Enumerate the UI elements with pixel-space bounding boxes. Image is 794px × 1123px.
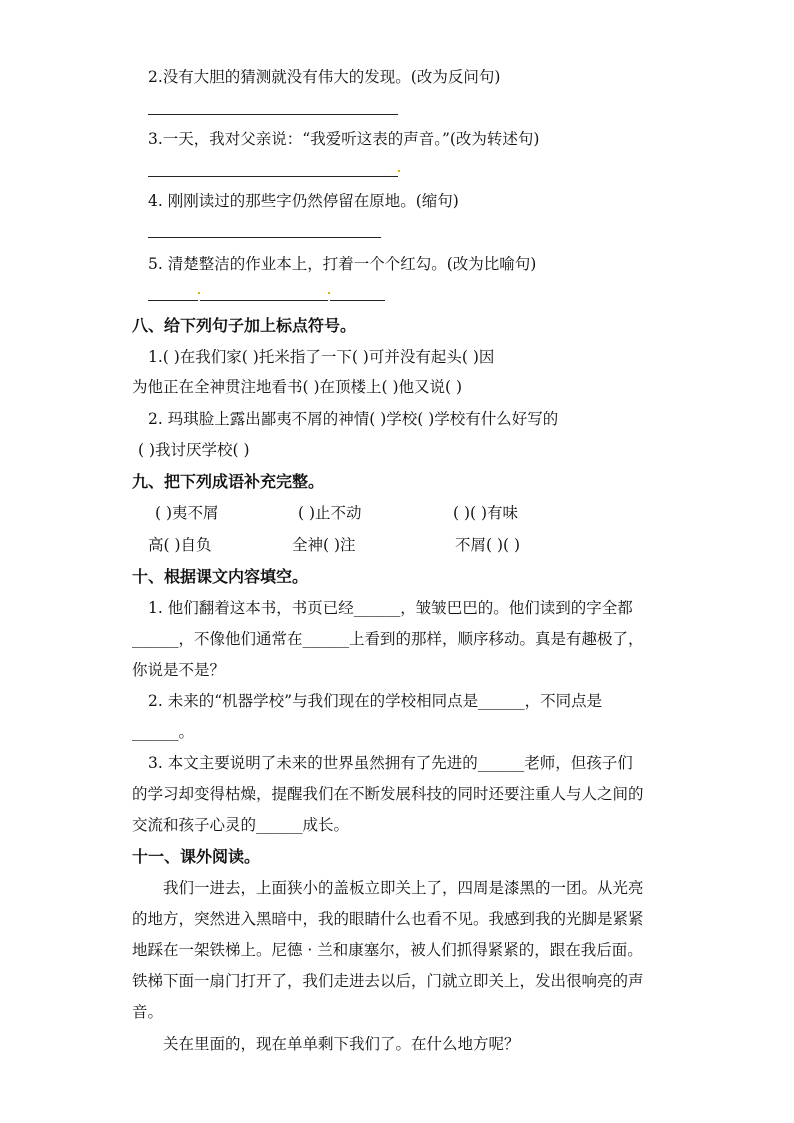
q10-line: 2. 未来的“机器学校”与我们现在的学校相同点是______，不同点是	[148, 692, 603, 710]
reading-paragraph-line: 关在里面的，现在单单剩下我们了。在什么地方呢？	[163, 1035, 520, 1053]
section-10-heading: 十、根据课文内容填空。	[132, 567, 309, 586]
section-9-heading: 九、把下列成语补充完整。	[132, 472, 325, 491]
q10-line: 的学习却变得枯燥，提醒我们在不断发展科技的同时还要注重人与人之间的	[132, 785, 644, 803]
q10-line: ______。	[132, 723, 195, 741]
answer-line[interactable]	[148, 300, 198, 301]
q7-item-2: 2.没有大胆的猜测就没有伟大的发现。(改为反问句)	[148, 68, 501, 86]
q8-line-3: 2. 玛琪脸上露出鄙夷不屑的神情( )学校( )学校有什么好写的	[148, 410, 559, 428]
q10-line: 你说是不是？	[132, 661, 226, 679]
q8-line-4: ( )我讨厌学校( )	[138, 441, 250, 459]
answer-line[interactable]	[200, 300, 328, 301]
reading-paragraph-line: 地踩在一架铁梯上。尼德 · 兰和康塞尔，被人们抓得紧紧的，跟在我后面。	[132, 941, 643, 959]
reading-paragraph-line: 我们一进去，上面狭小的盖板立即关上了，四周是漆黑的一团。从光亮	[163, 879, 644, 897]
stray-dot	[198, 292, 200, 294]
reading-paragraph-line: 铁梯下面一扇门打开了，我们走进去以后，门就立即关上，发出很响亮的声	[132, 972, 644, 990]
idiom-blank: 不屑( )( )	[455, 536, 521, 554]
reading-paragraph-line: 音。	[132, 1003, 164, 1021]
stray-dot	[328, 292, 330, 294]
q7-item-3: 3.一天，我对父亲说：“我爱听这表的声音。”(改为转述句)	[148, 130, 540, 148]
answer-line[interactable]	[148, 114, 398, 115]
answer-line[interactable]	[148, 237, 381, 238]
stray-dot	[398, 170, 400, 172]
q10-line: ______，不像他们通常在______上看到的那样，顺序移动。真是有趣极了，	[132, 630, 644, 648]
q10-line: 1. 他们翻着这本书，书页已经______，皱皱巴巴的。他们读到的字全都	[148, 599, 633, 617]
q7-item-5: 5. 清楚整洁的作业本上，打着一个个红勾。(改为比喻句)	[148, 255, 537, 273]
q8-line-1: 1.( )在我们家( )托米指了一下( )可并没有起头( )因	[148, 348, 495, 366]
idiom-blank: ( )夷不屑	[155, 504, 219, 522]
section-8-heading: 八、给下列句子加上标点符号。	[132, 316, 357, 335]
q7-item-4: 4. 刚刚读过的那些字仍然停留在原地。(缩句)	[148, 192, 459, 210]
answer-line[interactable]	[148, 176, 398, 177]
q8-line-2: 为他正在全神贯注地看书( )在顶楼上( )他又说( )	[132, 378, 463, 396]
idiom-blank: 高( )自负	[148, 536, 212, 554]
idiom-blank: ( )( )有味	[453, 504, 519, 522]
idiom-blank: 全神( )注	[292, 536, 356, 554]
reading-paragraph-line: 的地方，突然进入黑暗中，我的眼睛什么也看不见。我感到我的光脚是紧紧	[132, 910, 644, 928]
idiom-blank: ( )止不动	[298, 504, 362, 522]
answer-line[interactable]	[330, 300, 385, 301]
section-11-heading: 十一、课外阅读。	[132, 847, 261, 866]
q10-line: 交流和孩子心灵的______成长。	[132, 816, 350, 834]
q10-line: 3. 本文主要说明了未来的世界虽然拥有了先进的______老师，但孩子们	[148, 754, 633, 772]
